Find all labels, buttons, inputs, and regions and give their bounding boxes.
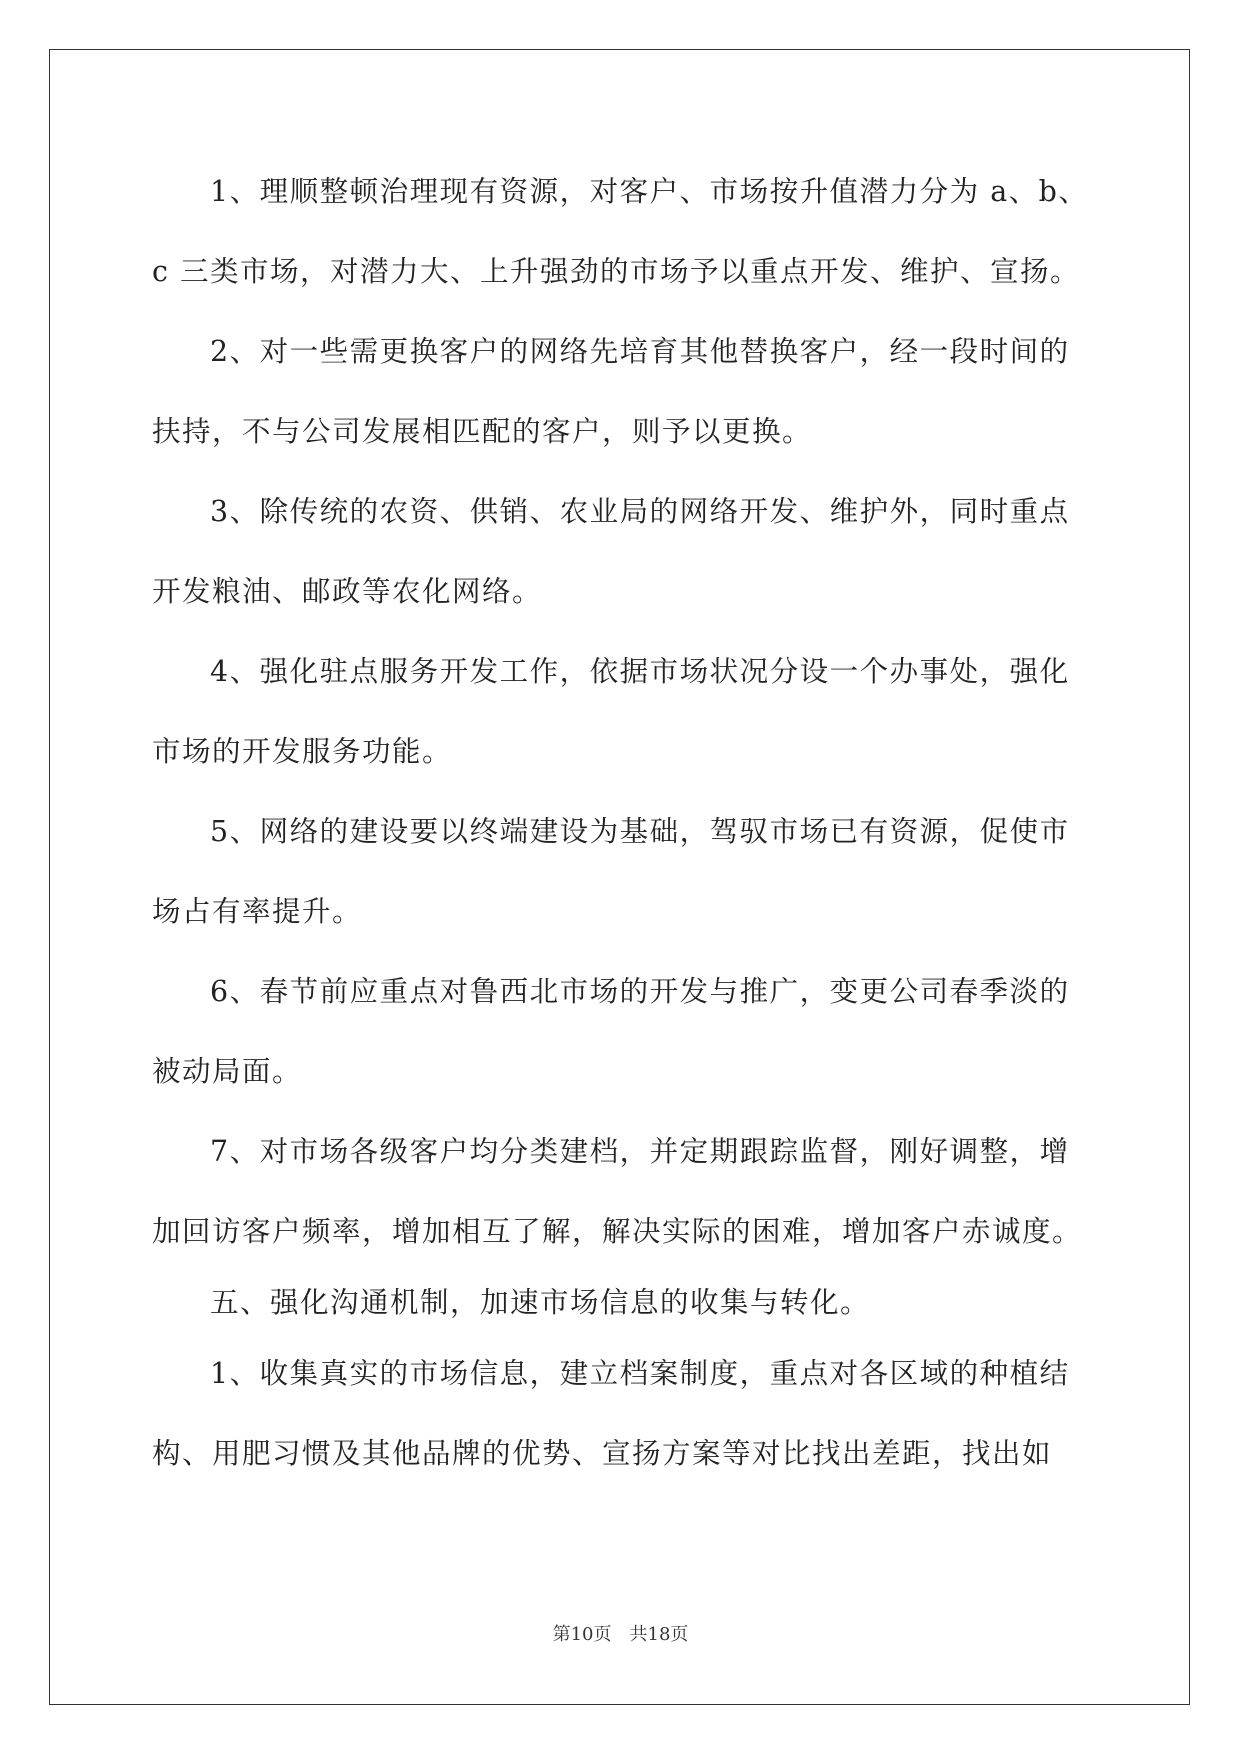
text-line: 开发粮油、邮政等农化网络。 — [152, 575, 543, 608]
document-body — [152, 160, 1092, 1502]
text-line: 5、网络的建设要以终端建设为基础，驾驭市场已有资源，促使市 — [210, 815, 1070, 848]
page-number: 第10页 — [552, 1624, 612, 1645]
text-line: 扶持，不与公司发展相匹配的客户，则予以更换。 — [152, 415, 813, 448]
text-line: 6、春节前应重点对鲁西北市场的开发与推广，变更公司春季淡的 — [210, 975, 1070, 1008]
text-line: 7、对市场各级客户均分类建档，并定期跟踪监督，刚好调整，增 — [210, 1135, 1070, 1168]
text-line: 加回访客户频率，增加相互了解，解决实际的困难，增加客户赤诚度。 — [152, 1215, 1083, 1248]
section-heading: 五、强化沟通机制，加速市场信息的收集与转化。 — [210, 1286, 871, 1319]
text-line: 市场的开发服务功能。 — [152, 735, 453, 768]
page-footer — [0, 1620, 1241, 1646]
text-line: 场占有率提升。 — [152, 895, 363, 928]
text-line: 4、强化驻点服务开发工作，依据市场状况分设一个办事处，强化 — [210, 655, 1070, 688]
text-line: 3、除传统的农资、供销、农业局的网络开发、维护外，同时重点 — [210, 495, 1070, 528]
text-line: 1、理顺整顿治理现有资源，对客户、市场按升值潜力分为 a、b、 — [210, 175, 1089, 208]
text-line: 1、收集真实的市场信息，建立档案制度，重点对各区域的种植结 — [210, 1357, 1070, 1390]
text-line: 2、对一些需更换客户的网络先培育其他替换客户，经一段时间的 — [210, 335, 1070, 368]
page-total: 共18页 — [629, 1624, 689, 1645]
text-line: 构、用肥习惯及其他品牌的优势、宣扬方案等对比找出差距，找出如 — [152, 1437, 1053, 1470]
text-line: 被动局面。 — [152, 1055, 303, 1088]
text-line: c 三类市场，对潜力大、上升强劲的市场予以重点开发、维护、宣扬。 — [152, 255, 1081, 288]
